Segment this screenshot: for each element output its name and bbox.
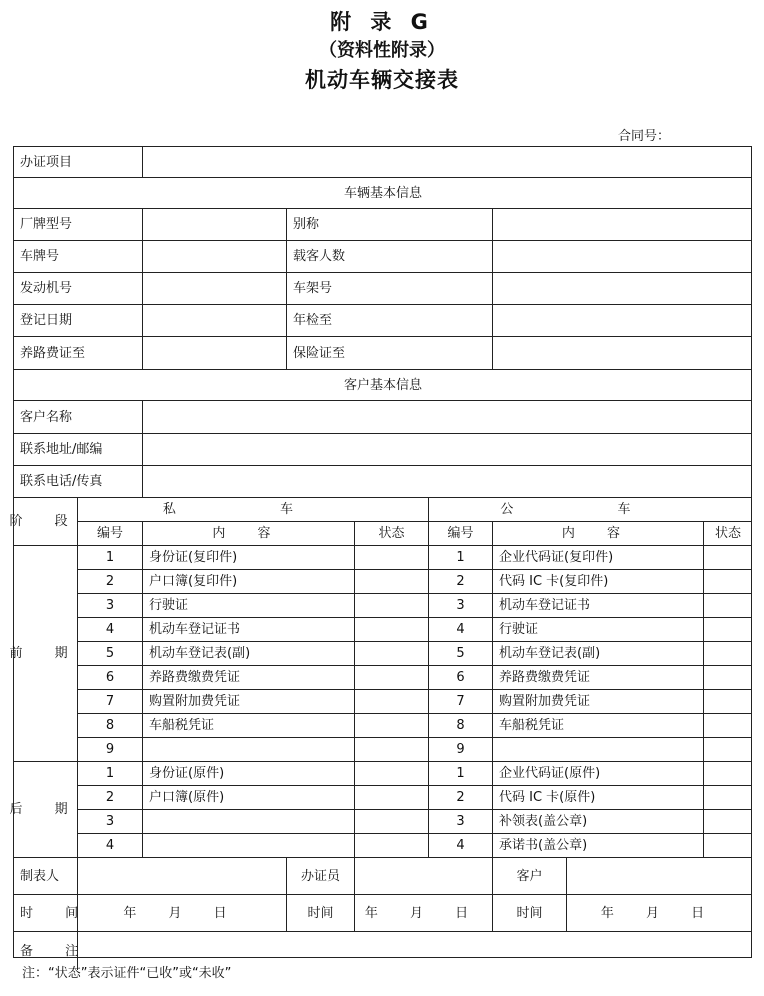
private-doc-item: 购置附加费凭证	[143, 690, 355, 714]
doc-number: 4	[429, 618, 493, 642]
private-doc-item: 车船税凭证	[143, 714, 355, 738]
customer-field[interactable]	[567, 858, 752, 895]
customer-field-label: 联系地址/邮编	[14, 434, 143, 466]
date-field[interactable]: 年 月 日	[78, 895, 287, 932]
vehicle-handover-table	[9, 146, 752, 959]
vehicle-field-label: 登记日期	[14, 305, 143, 337]
vehicle-field-value[interactable]	[143, 241, 287, 273]
time-label: 时间	[493, 895, 567, 932]
public-doc-item: 养路费缴费凭证	[493, 666, 704, 690]
vehicle-field-label: 车牌号	[14, 241, 143, 273]
public-doc-item: 代码 IC 卡(复印件)	[493, 570, 704, 594]
private-doc-item: 机动车登记表(副)	[143, 642, 355, 666]
private-doc-status[interactable]	[355, 666, 429, 690]
public-doc-status[interactable]	[704, 594, 752, 618]
content-column-header: 内 容	[493, 522, 704, 546]
public-doc-status[interactable]	[704, 762, 752, 786]
date-field[interactable]: 年 月 日	[567, 895, 752, 932]
customer-field-value[interactable]	[143, 401, 752, 434]
status-column-header: 状态	[355, 522, 429, 546]
doc-number: 7	[429, 690, 493, 714]
public-doc-item: 企业代码证(复印件)	[493, 546, 704, 570]
private-doc-status[interactable]	[355, 690, 429, 714]
public-doc-status[interactable]	[704, 666, 752, 690]
vehicle-field-value[interactable]	[493, 305, 752, 337]
vehicle-field-value[interactable]	[493, 337, 752, 370]
customer-field-label: 客户名称	[14, 401, 143, 434]
private-doc-status[interactable]	[355, 546, 429, 570]
vehicle-field-label: 保险证至	[287, 337, 493, 370]
private-doc-item	[143, 810, 355, 834]
early-stage-label: 前 期	[14, 546, 78, 762]
doc-number: 3	[429, 810, 493, 834]
remarks-label: 备 注	[14, 932, 78, 970]
customer-label: 客户	[493, 858, 567, 895]
doc-number: 6	[429, 666, 493, 690]
preparer-label: 制表人	[14, 858, 78, 895]
doc-number: 8	[78, 714, 143, 738]
public-doc-status[interactable]	[704, 786, 752, 810]
private-doc-item: 养路费缴费凭证	[143, 666, 355, 690]
form-title: 机动车辆交接表	[305, 68, 459, 92]
private-doc-status[interactable]	[355, 762, 429, 786]
public-doc-item: 代码 IC 卡(原件)	[493, 786, 704, 810]
vehicle-field-label: 别称	[287, 209, 493, 241]
vehicle-section-header: 车辆基本信息	[14, 178, 752, 209]
private-doc-status[interactable]	[355, 618, 429, 642]
date-field[interactable]: 年 月 日	[355, 895, 493, 932]
contract-number-label: 合同号：	[618, 129, 671, 144]
public-doc-item: 购置附加费凭证	[493, 690, 704, 714]
vehicle-field-value[interactable]	[143, 209, 287, 241]
vehicle-field-label: 载客人数	[287, 241, 493, 273]
vehicle-field-value[interactable]	[143, 337, 287, 370]
private-doc-item: 身份证(原件)	[143, 762, 355, 786]
stage-header: 阶 段	[14, 498, 78, 546]
private-doc-status[interactable]	[355, 594, 429, 618]
doc-number: 1	[429, 762, 493, 786]
private-doc-item	[143, 738, 355, 762]
private-doc-status[interactable]	[355, 738, 429, 762]
public-doc-status[interactable]	[704, 714, 752, 738]
public-doc-status[interactable]	[704, 690, 752, 714]
public-doc-item: 机动车登记表(副)	[493, 642, 704, 666]
doc-number: 4	[429, 834, 493, 858]
appendix-heading: 附 录 G	[330, 10, 434, 34]
doc-number: 1	[78, 762, 143, 786]
time-label: 时间	[287, 895, 355, 932]
public-doc-status[interactable]	[704, 738, 752, 762]
vehicle-field-label: 厂牌型号	[14, 209, 143, 241]
doc-number: 2	[429, 786, 493, 810]
clerk-label: 办证员	[287, 858, 355, 895]
doc-number: 9	[429, 738, 493, 762]
private-car-header: 私 车	[78, 498, 429, 522]
doc-number: 4	[78, 834, 143, 858]
public-car-header: 公 车	[429, 498, 752, 522]
public-doc-status[interactable]	[704, 618, 752, 642]
private-doc-status[interactable]	[355, 810, 429, 834]
public-doc-status[interactable]	[704, 546, 752, 570]
public-doc-item: 补领表(盖公章)	[493, 810, 704, 834]
customer-field-value[interactable]	[143, 466, 752, 498]
private-doc-item: 身份证(复印件)	[143, 546, 355, 570]
doc-number: 8	[429, 714, 493, 738]
public-doc-item: 车船税凭证	[493, 714, 704, 738]
public-doc-item: 机动车登记证书	[493, 594, 704, 618]
private-doc-item: 户口簿(复印件)	[143, 570, 355, 594]
public-doc-status[interactable]	[704, 570, 752, 594]
service-item-label: 办证项目	[14, 147, 143, 178]
private-doc-item: 机动车登记证书	[143, 618, 355, 642]
doc-number: 4	[78, 618, 143, 642]
private-doc-item: 户口簿(原件)	[143, 786, 355, 810]
vehicle-field-value[interactable]	[143, 273, 287, 305]
vehicle-field-label: 年检至	[287, 305, 493, 337]
doc-number: 1	[429, 546, 493, 570]
vehicle-field-value[interactable]	[493, 273, 752, 305]
clerk-field[interactable]	[355, 858, 493, 895]
vehicle-field-label: 养路费证至	[14, 337, 143, 370]
vehicle-field-label: 发动机号	[14, 273, 143, 305]
content-column-header: 内 容	[143, 522, 355, 546]
customer-section-header: 客户基本信息	[14, 370, 752, 401]
service-item-field[interactable]	[143, 147, 752, 178]
private-doc-item: 行驶证	[143, 594, 355, 618]
number-column-header: 编号	[78, 522, 143, 546]
public-doc-status[interactable]	[704, 834, 752, 858]
doc-number: 2	[78, 786, 143, 810]
public-doc-item: 企业代码证(原件)	[493, 762, 704, 786]
public-doc-item: 行驶证	[493, 618, 704, 642]
public-doc-status[interactable]	[704, 810, 752, 834]
public-doc-item: 承诺书(盖公章)	[493, 834, 704, 858]
doc-number: 2	[429, 570, 493, 594]
time-label: 时 间	[14, 895, 78, 932]
doc-number: 9	[78, 738, 143, 762]
private-doc-status[interactable]	[355, 714, 429, 738]
late-stage-label: 后 期	[14, 762, 78, 858]
doc-number: 1	[78, 546, 143, 570]
doc-number: 6	[78, 666, 143, 690]
status-column-header: 状态	[704, 522, 752, 546]
doc-number: 3	[78, 594, 143, 618]
number-column-header: 编号	[429, 522, 493, 546]
doc-number: 3	[78, 810, 143, 834]
customer-field-value[interactable]	[143, 434, 752, 466]
private-doc-status[interactable]	[355, 786, 429, 810]
appendix-type: （资料性附录）	[319, 40, 445, 61]
customer-field-label: 联系电话/传真	[14, 466, 143, 498]
vehicle-field-value[interactable]	[143, 305, 287, 337]
private-doc-status[interactable]	[355, 642, 429, 666]
doc-number: 7	[78, 690, 143, 714]
vehicle-field-value[interactable]	[493, 241, 752, 273]
preparer-field[interactable]	[78, 858, 287, 895]
doc-number: 5	[78, 642, 143, 666]
public-doc-item	[493, 738, 704, 762]
private-doc-item	[143, 834, 355, 858]
doc-number: 3	[429, 594, 493, 618]
doc-number: 2	[78, 570, 143, 594]
doc-number: 5	[429, 642, 493, 666]
vehicle-field-label: 车架号	[287, 273, 493, 305]
vehicle-field-value[interactable]	[493, 209, 752, 241]
private-doc-status[interactable]	[355, 834, 429, 858]
footnote: 注：“状态”表示证件“已收”或“未收”	[22, 966, 232, 981]
private-doc-status[interactable]	[355, 570, 429, 594]
public-doc-status[interactable]	[704, 642, 752, 666]
